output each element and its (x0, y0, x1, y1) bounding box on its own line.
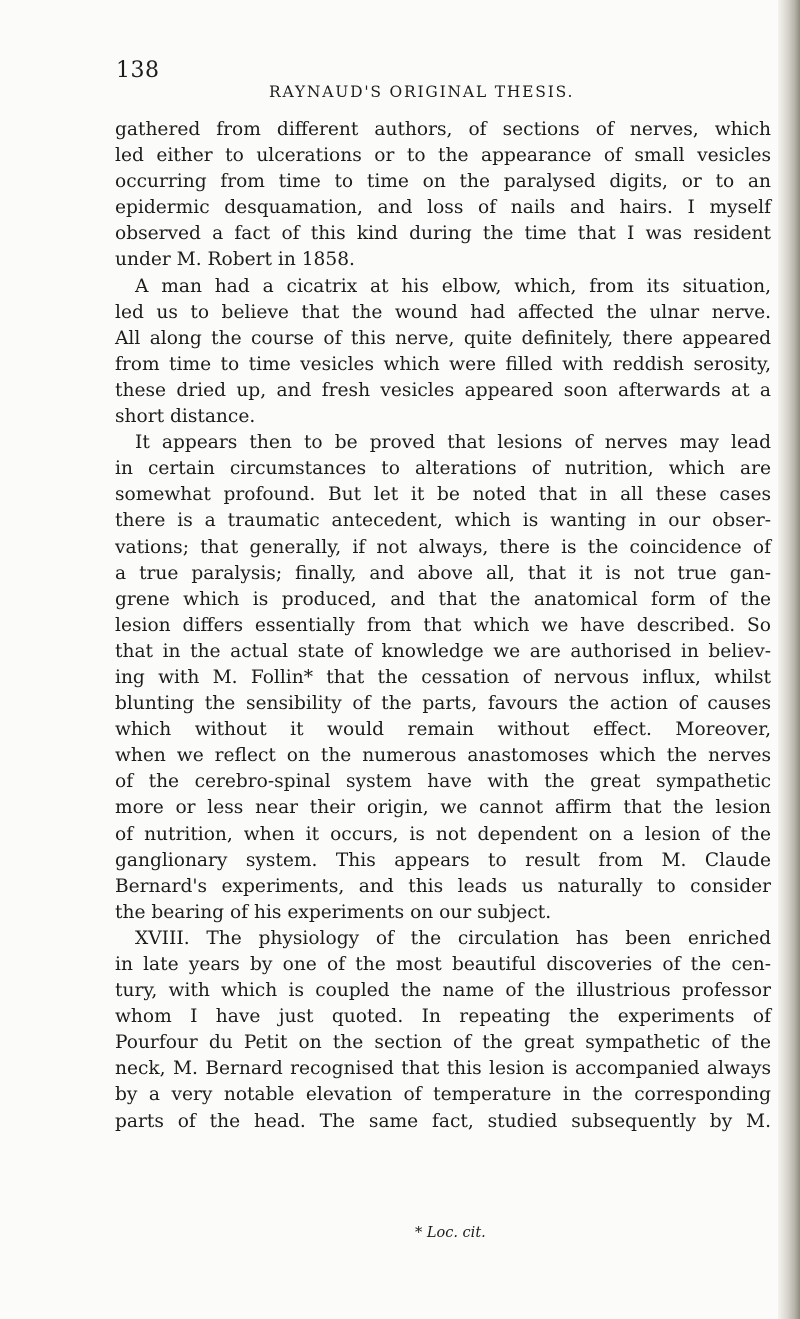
text-line: which without it would remain without effect. Moreover, (115, 719, 771, 741)
text-line: parts of the head. The same fact, studied subsequently by M. (115, 1110, 771, 1132)
text-line: when we reflect on the numerous anastomoses which the nerves (115, 745, 771, 767)
text-line: lesion differs essentially from that which we have described. So (115, 614, 771, 636)
footnote-marker: * (415, 1225, 423, 1241)
text-line: in late years by one of the most beautiful discoveries of the cen- (115, 954, 771, 975)
page-edge-shadow (778, 0, 800, 1319)
text-line: the bearing of his experiments on our subject. (115, 901, 552, 923)
text-line: of the cerebro-spinal system have with the great sympathetic (115, 771, 771, 793)
text-line: vations; that generally, if not always, there is the coincidence of (115, 536, 771, 558)
text-line: short distance. (115, 406, 256, 428)
text-line: XVIII. The physiology of the circulation has been enriched (135, 927, 771, 949)
text-line: All along the course of this nerve, quite definitely, there appeared (115, 327, 771, 349)
text-line: whom I have just quoted. In repeating the experiments of (115, 1006, 771, 1028)
page-number: 138 (116, 58, 160, 83)
text-line: led us to believe that the wound had affected the ulnar nerve. (115, 301, 771, 323)
text-line: under M. Robert in 1858. (115, 249, 355, 271)
text-line: ganglionary system. This appears to result from M. Claude (115, 849, 771, 871)
text-line: Pourfour du Petit on the section of the great sympathetic of the (115, 1032, 771, 1054)
text-line: blunting the sensibility of the parts, favours the action of causes (115, 693, 771, 715)
text-line: grene which is produced, and that the anatomical form of the (115, 588, 771, 610)
text-line: led either to ulcerations or to the appearance of small vesicles (115, 145, 771, 167)
text-line: occurring from time to time on the paralysed digits, or to an (115, 171, 771, 193)
text-line: more or less near their origin, we cannot affirm that the lesion (115, 797, 771, 819)
text-line: that in the actual state of knowledge we are authorised in believ- (115, 640, 771, 662)
text-line: It appears then to be proved that lesions of nerves may lead (135, 432, 771, 454)
text-line: in certain circumstances to alterations of nutrition, which are (115, 458, 771, 480)
text-line: of nutrition, when it occurs, is not dependent on a lesion of the (115, 823, 771, 845)
text-line: from time to time vesicles which were filled with reddish serosity, (115, 353, 771, 375)
text-line: epidermic desquamation, and loss of nails and hairs. I myself (115, 197, 771, 219)
text-line: gathered from different authors, of sections of nerves, which (115, 119, 771, 140)
text-line: ing with M. Follin* that the cessation of nervous influx, whilst (115, 666, 771, 688)
text-line: Bernard's experiments, and this leads us naturally to consider (115, 875, 771, 897)
text-line: neck, M. Bernard recognised that this lesion is accompanied always (115, 1058, 771, 1080)
text-line: there is a traumatic antecedent, which is wanting in our obser- (115, 510, 771, 532)
text-line: these dried up, and fresh vesicles appeared soon afterwards at a (115, 379, 771, 401)
text-line: tury, with which is coupled the name of the illustrious professor (115, 980, 771, 1002)
text-line: observed a fact of this kind during the time that I was resident (115, 223, 771, 245)
text-line: by a very notable elevation of temperature in the corresponding (115, 1084, 771, 1106)
text-line: A man had a cicatrix at his elbow, which, from its situation, (135, 275, 771, 297)
running-head: RAYNAUD'S ORIGINAL THESIS. (269, 83, 575, 101)
text-line: somewhat profound. But let it be noted that in all these cases (115, 484, 771, 506)
footnote-text: Loc. cit. (426, 1225, 486, 1241)
text-line: a true paralysis; finally, and above all, that it is not true gan- (115, 562, 771, 584)
footnote (415, 1225, 486, 1241)
body-text (115, 117, 771, 1135)
